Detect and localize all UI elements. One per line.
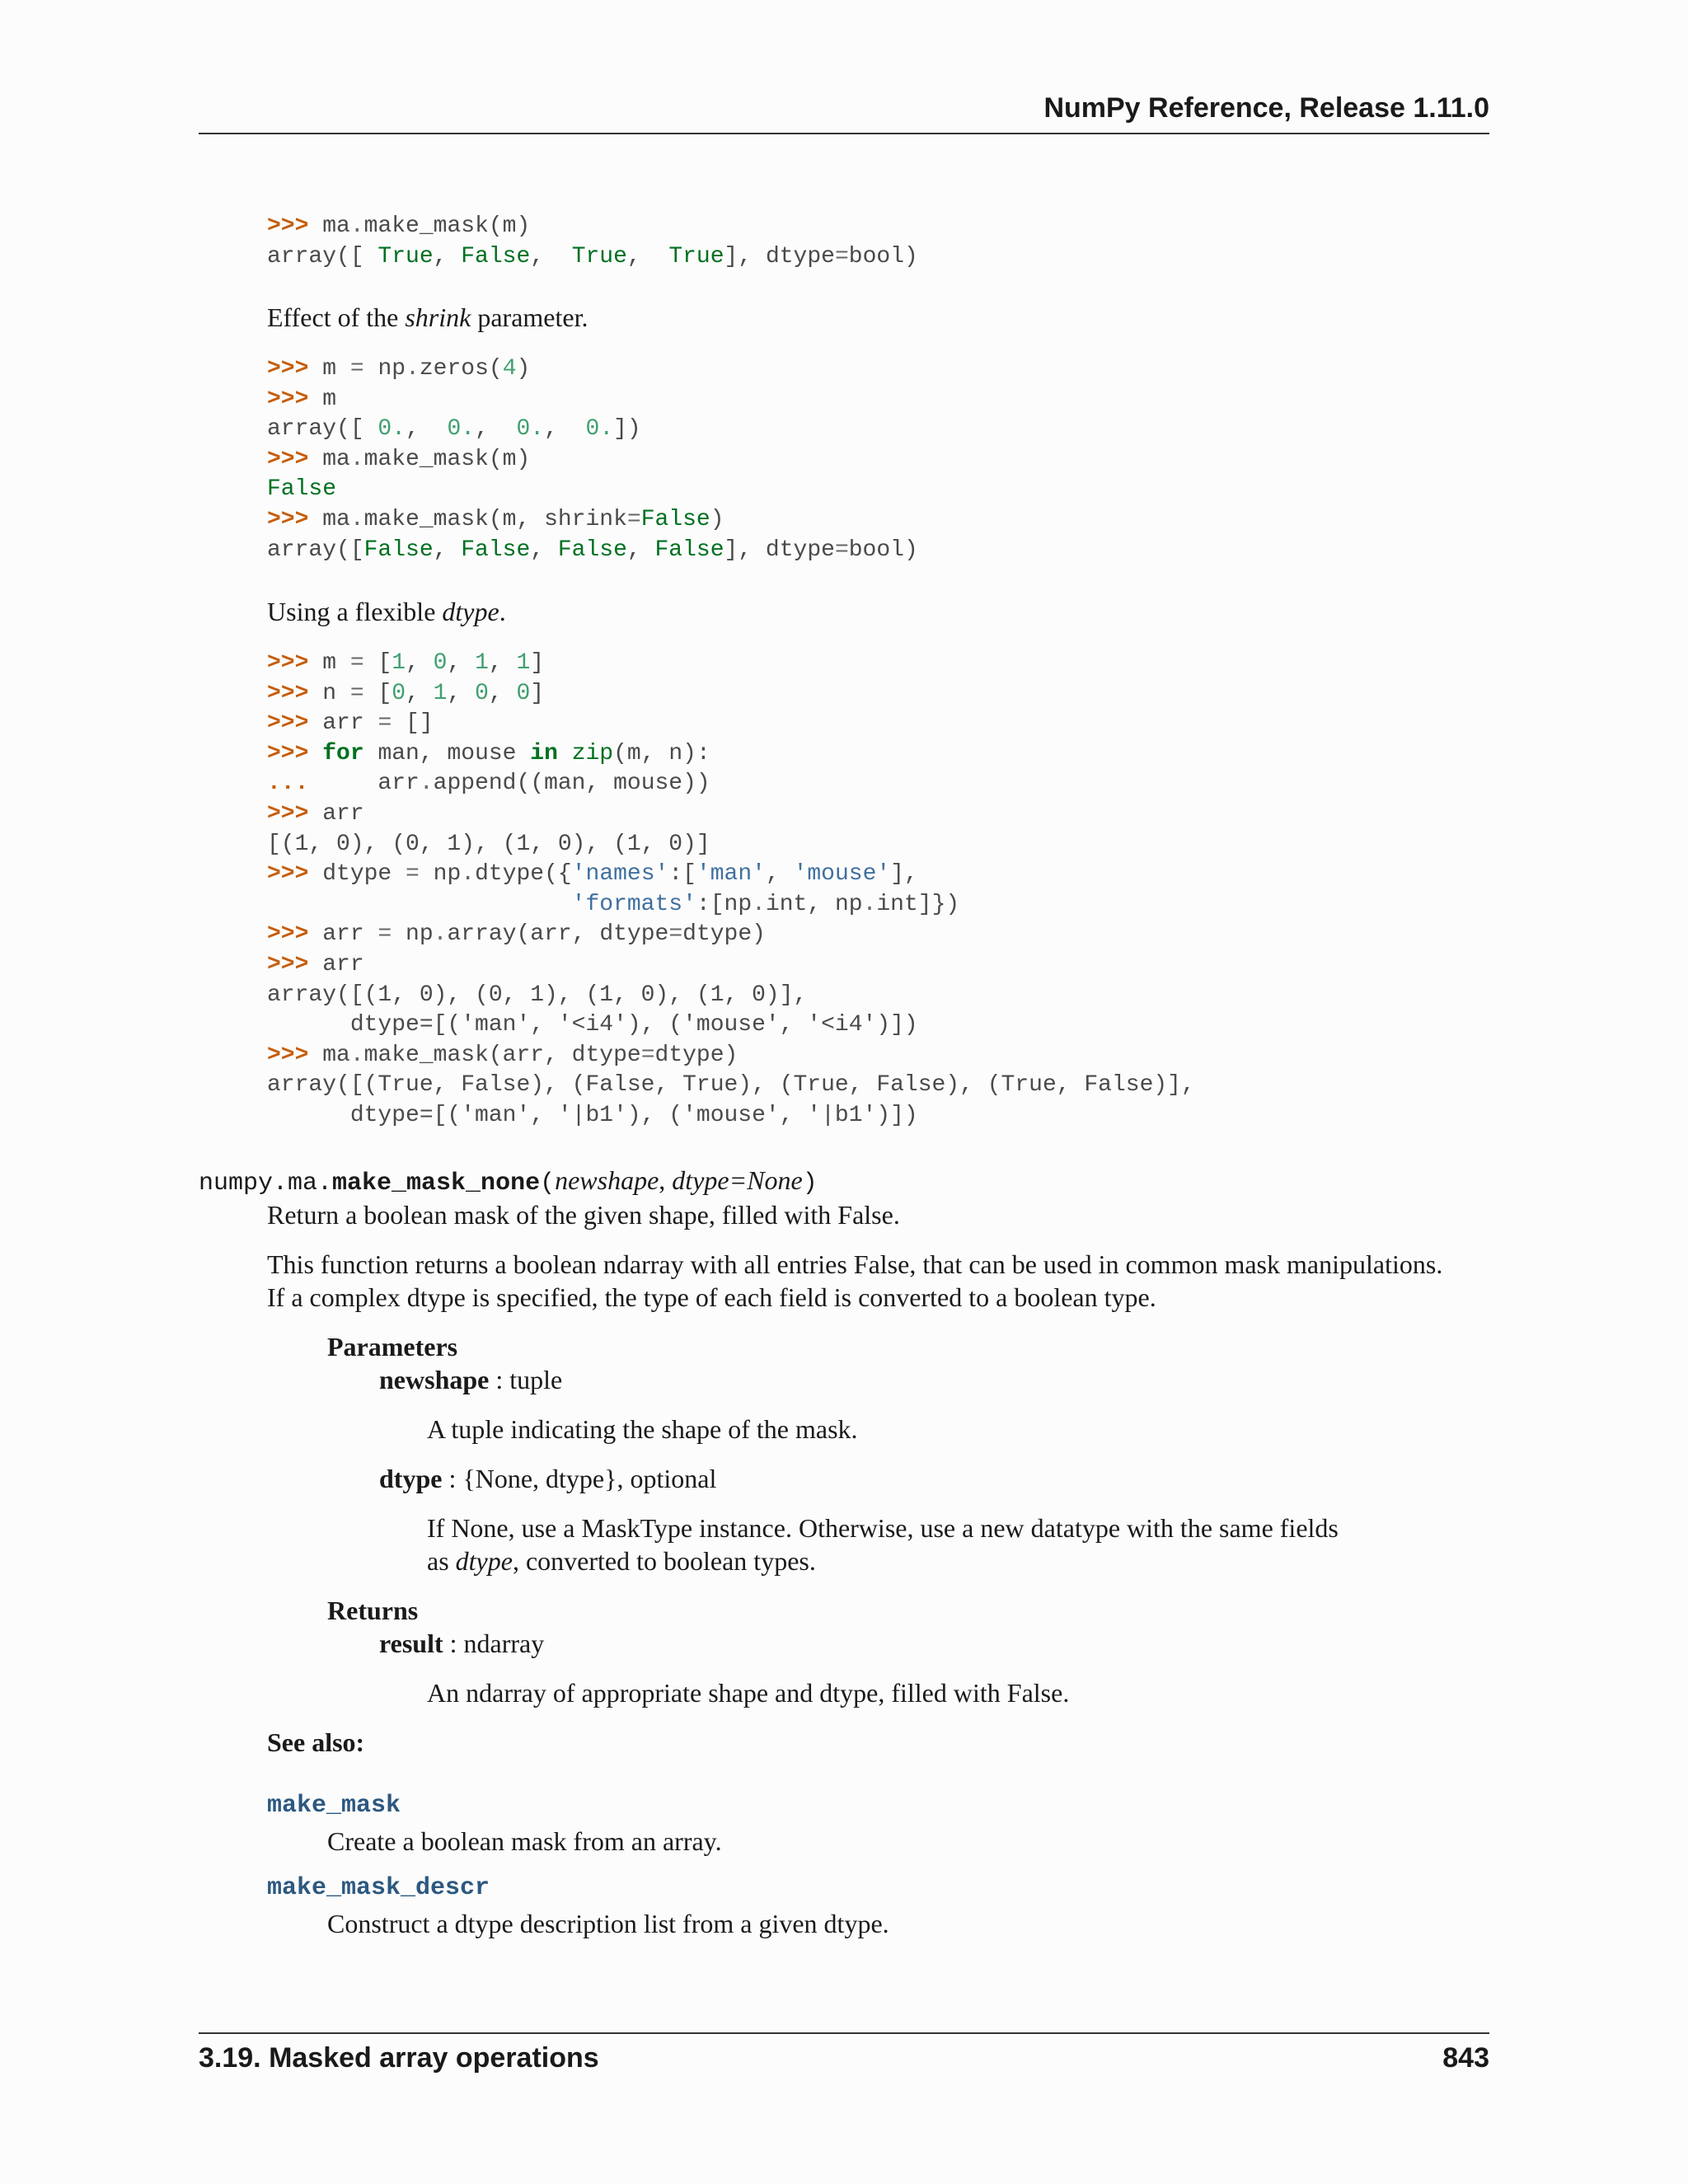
param-newshape: newshape : tuple [379,1365,563,1394]
signature-name: make_mask_none [332,1169,541,1197]
see-also-heading: See also: [267,1727,365,1757]
param-newshape-desc: A tuple indicating the shape of the mask. [427,1414,858,1444]
page-header [199,92,1489,134]
dtype-intro: Using a flexible dtype. [267,597,506,626]
param-dtype-desc: If None, use a MaskType instance. Otherwise, use a new datatype with the same fields as dtype, converted to boolean types. [427,1513,1339,1576]
code-line: array([ True, False, True, True], dtype=bool) [267,243,918,269]
function-summary: Return a boolean mask of the given shape, filled with False. [267,1200,900,1230]
return-result-desc: An ndarray of appropriate shape and dtype, filled with False. [427,1678,1070,1708]
shrink-intro: Effect of the shrink parameter. [267,302,588,332]
signature-module: numpy.ma. [199,1169,333,1197]
signature-param-newshape: newshape [555,1165,659,1195]
signature-param-dtype: dtype=None [672,1165,803,1195]
code-block-shrink: >>> m = np.zeros(4) >>> m array([ 0., 0., 0., 0.]) >>> ma.make_mask(m) False >>> ma.make_mask(m, shrink=False) array([False, False, False, False], dtype=bool) [267,356,918,563]
returns-heading: Returns [327,1596,419,1625]
page-footer [199,2032,1489,2074]
parameters-heading: Parameters [327,1332,458,1361]
see-also-desc: Construct a dtype description list from a given dtype. [327,1909,889,1938]
param-dtype: dtype : {None, dtype}, optional [379,1464,717,1493]
see-also-link-make-mask[interactable]: make_mask [267,1792,401,1820]
header-title: NumPy Reference, Release 1.11.0 [1043,92,1489,124]
see-also-link-make-mask-descr[interactable]: make_mask_descr [267,1874,490,1902]
code-line: >>> ma.make_mask(m) [267,213,531,239]
function-description: This function returns a boolean ndarray with all entries False, that can be used in common mask manipulations. If a complex dtype is specified, the type of each field is converted to a boolean type. [267,1249,1443,1312]
code-block-flexible-dtype: >>> m = [1, 0, 1, 1] >>> n = [0, 1, 0, 0] >>> arr = [] >>> for man, mouse in zip(m, n): ... arr.append((man, mouse)) >>> arr [(1, 0), (0, 1), (1, 0), (1, 0)] >>> dtype = np.dtype({'names':['man', 'mouse'], 'formats':[np.int, np.int]}) >>> arr = np.array(arr, dtype=dtype) >>> arr array([(1, 0), (0, 1), (1, 0), (1, 0)], dtype=[('man', '<i4'), ('mouse', '<i4')]) >>> ma.make_mask(arr, dtype=dtype) array([(True, False), (False, True), (True, False), (True, False)], dtype=[('man', '|b1'), ('mouse', '|b1')]) [267,650,1195,1128]
function-signature: numpy.ma.make_mask_none(newshape, dtype=None) [199,1165,818,1197]
footer-section: 3.19. Masked array operations [199,2042,599,2074]
code-block-make-mask [267,212,918,272]
footer-page-number: 843 [1442,2042,1489,2074]
see-also-desc: Create a boolean mask from an array. [327,1826,722,1856]
return-result: result : ndarray [379,1629,545,1658]
